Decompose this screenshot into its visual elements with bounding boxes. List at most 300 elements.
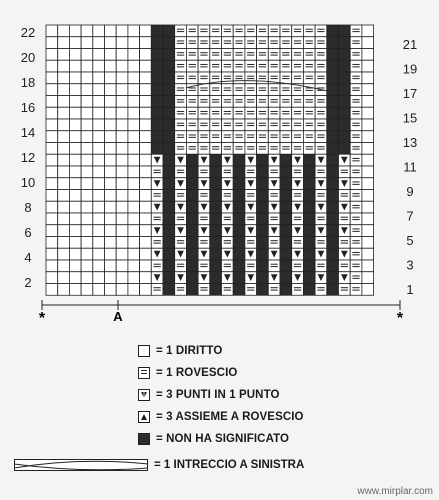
chart-cell-dec	[315, 272, 327, 284]
chart-cell-dec	[339, 248, 351, 260]
chart-cell-knit	[140, 213, 152, 225]
chart-cell-dark	[163, 37, 175, 49]
chart-cell-dark	[163, 72, 175, 84]
legend-cable	[14, 459, 304, 471]
chart-cell-knit	[93, 37, 105, 49]
chart-cell-knit	[93, 96, 105, 108]
chart-cell-dark	[257, 248, 269, 260]
chart-cell-knit	[105, 166, 117, 178]
chart-cell-dark	[303, 248, 315, 260]
row-number-left: 10	[20, 175, 36, 190]
chart-cell-purl	[210, 84, 222, 96]
chart-cell-knit	[81, 260, 93, 272]
chart-cell-knit	[69, 213, 81, 225]
chart-cell-purl	[292, 25, 304, 37]
chart-cell-purl	[186, 131, 198, 143]
chart-cell-knit	[58, 225, 70, 237]
chart-cell-knit	[140, 225, 152, 237]
chart-cell-dec	[292, 154, 304, 166]
chart-cell-knit	[93, 248, 105, 260]
chart-cell-dark	[233, 154, 245, 166]
chart-cell-knit	[128, 37, 140, 49]
no-stitch-symbol-icon	[138, 433, 150, 445]
chart-cell-knit	[128, 190, 140, 202]
chart-cell-knit	[46, 225, 58, 237]
chart-cell-knit	[140, 119, 152, 131]
chart-cell-knit	[116, 284, 128, 296]
chart-cell-knit	[128, 213, 140, 225]
chart-cell-purl	[350, 107, 362, 119]
row-number-left: 2	[24, 275, 32, 290]
chart-cell-dark	[233, 201, 245, 213]
chart-cell-dark	[186, 178, 198, 190]
chart-cell-knit	[69, 119, 81, 131]
chart-cell-knit	[81, 49, 93, 61]
chart-cell-knit	[81, 213, 93, 225]
chart-cell-knit	[46, 178, 58, 190]
chart-cell-dec	[339, 225, 351, 237]
chart-cell-knit	[93, 84, 105, 96]
chart-cell-purl	[350, 166, 362, 178]
chart-cell-purl	[245, 119, 257, 131]
chart-cell-dark	[163, 84, 175, 96]
chart-cell-knit	[58, 37, 70, 49]
chart-cell-purl	[233, 119, 245, 131]
chart-cell-dark	[257, 213, 269, 225]
chart-cell-knit	[105, 225, 117, 237]
chart-cell-purl	[315, 72, 327, 84]
chart-cell-knit	[46, 60, 58, 72]
chart-cell-purl	[280, 119, 292, 131]
chart-cell-purl	[292, 260, 304, 272]
chart-cell-knit	[128, 237, 140, 249]
chart-cell-dec	[315, 154, 327, 166]
chart-cell-dark	[151, 131, 163, 143]
chart-cell-dark	[327, 72, 339, 84]
chart-cell-dark	[327, 237, 339, 249]
chart-cell-purl	[315, 49, 327, 61]
chart-cell-knit	[362, 60, 374, 72]
chart-cell-knit	[81, 143, 93, 155]
chart-cell-purl	[198, 143, 210, 155]
chart-cell-knit	[46, 190, 58, 202]
chart-cell-purl	[268, 131, 280, 143]
chart-cell-purl	[151, 213, 163, 225]
chart-cell-knit	[93, 119, 105, 131]
chart-cell-purl	[245, 190, 257, 202]
chart-cell-knit	[93, 225, 105, 237]
chart-cell-knit	[69, 248, 81, 260]
chart-cell-knit	[140, 25, 152, 37]
chart-cell-purl	[198, 213, 210, 225]
chart-cell-purl	[245, 49, 257, 61]
chart-cell-purl	[233, 72, 245, 84]
chart-cell-purl	[245, 37, 257, 49]
chart-cell-knit	[140, 60, 152, 72]
chart-cell-purl	[350, 248, 362, 260]
chart-cell-knit	[93, 154, 105, 166]
legend	[138, 344, 304, 446]
chart-cell-dark	[280, 284, 292, 296]
chart-cell-dark	[210, 178, 222, 190]
chart-cell-purl	[186, 119, 198, 131]
start-marker: *	[38, 310, 46, 327]
chart-cell-purl	[198, 25, 210, 37]
chart-cell-purl	[245, 213, 257, 225]
chart-cell-purl	[339, 213, 351, 225]
chart-cell-purl	[292, 143, 304, 155]
chart-cell-dec	[151, 272, 163, 284]
chart-cell-purl	[186, 107, 198, 119]
chart-cell-dark	[163, 143, 175, 155]
chart-cell-knit	[105, 72, 117, 84]
chart-cell-dark	[186, 190, 198, 202]
knit-symbol-icon	[138, 345, 150, 357]
chart-cell-knit	[46, 25, 58, 37]
chart-cell-knit	[140, 260, 152, 272]
legend-dec	[138, 388, 304, 402]
row-number-right: 17	[402, 86, 418, 101]
chart-cell-purl	[210, 25, 222, 37]
chart-cell-purl	[245, 260, 257, 272]
chart-cell-knit	[128, 25, 140, 37]
chart-cell-knit	[362, 190, 374, 202]
chart-cell-dec	[292, 201, 304, 213]
chart-cell-knit	[128, 178, 140, 190]
chart-cell-purl	[268, 166, 280, 178]
chart-cell-knit	[362, 154, 374, 166]
chart-cell-knit	[93, 60, 105, 72]
chart-cell-knit	[58, 201, 70, 213]
chart-cell-purl	[292, 190, 304, 202]
chart-cell-purl	[222, 166, 234, 178]
chart-cell-purl	[315, 131, 327, 143]
chart-cell-knit	[128, 107, 140, 119]
chart-cell-purl	[151, 166, 163, 178]
chart-cell-knit	[128, 284, 140, 296]
chart-cell-knit	[105, 190, 117, 202]
chart-cell-dec	[292, 178, 304, 190]
chart-cell-dark	[327, 119, 339, 131]
chart-cell-dec	[292, 272, 304, 284]
chart-cell-dark	[339, 131, 351, 143]
chart-cell-dark	[327, 178, 339, 190]
chart-cell-knit	[69, 284, 81, 296]
chart-cell-knit	[116, 143, 128, 155]
chart-cell-dec	[245, 201, 257, 213]
chart-cell-purl	[292, 284, 304, 296]
legend-no-stitch-label: = NON HA SIGNIFICATO	[156, 433, 290, 445]
legend-no-stitch	[138, 432, 304, 446]
chart-cell-knit	[116, 84, 128, 96]
chart-cell-knit	[58, 248, 70, 260]
chart-cell-purl	[257, 119, 269, 131]
chart-cell-dark	[151, 37, 163, 49]
chart-cell-purl	[245, 60, 257, 72]
chart-cell-knit	[69, 49, 81, 61]
chart-cell-knit	[105, 84, 117, 96]
chart-cell-knit	[105, 37, 117, 49]
chart-cell-purl	[292, 72, 304, 84]
chart-cell-purl	[268, 190, 280, 202]
chart-cell-dark	[303, 225, 315, 237]
chart-cell-purl	[245, 166, 257, 178]
chart-cell-dark	[210, 201, 222, 213]
chart-cell-dark	[186, 213, 198, 225]
chart-cell-dark	[186, 201, 198, 213]
chart-cell-dark	[233, 237, 245, 249]
chart-cell-knit	[362, 272, 374, 284]
row-number-right: 3	[406, 257, 414, 273]
chart-cell-purl	[350, 154, 362, 166]
chart-cell-dark	[233, 190, 245, 202]
chart-cell-purl	[292, 213, 304, 225]
chart-cell-purl	[245, 84, 257, 96]
chart-cell-dark	[257, 272, 269, 284]
chart-cell-dark	[280, 201, 292, 213]
chart-cell-dark	[163, 131, 175, 143]
chart-cell-knit	[116, 178, 128, 190]
chart-cell-knit	[140, 131, 152, 143]
chart-cell-dark	[163, 225, 175, 237]
chart-cell-knit	[140, 96, 152, 108]
chart-cell-dark	[151, 96, 163, 108]
chart-cell-dark	[233, 178, 245, 190]
chart-cell-dark	[163, 178, 175, 190]
chart-cell-dec	[268, 178, 280, 190]
chart-cell-knit	[58, 284, 70, 296]
chart-cell-knit	[81, 178, 93, 190]
chart-cell-dark	[327, 213, 339, 225]
chart-cell-dec	[339, 272, 351, 284]
chart-cell-dark	[303, 237, 315, 249]
chart-cell-knit	[81, 37, 93, 49]
chart-cell-knit	[362, 49, 374, 61]
chart-cell-knit	[128, 166, 140, 178]
chart-cell-purl	[339, 166, 351, 178]
decrease-symbol-icon	[138, 389, 150, 401]
chart-cell-knit	[105, 96, 117, 108]
chart-cell-purl	[222, 25, 234, 37]
chart-cell-purl	[350, 201, 362, 213]
chart-cell-knit	[46, 96, 58, 108]
chart-cell-purl	[303, 131, 315, 143]
chart-cell-dark	[280, 154, 292, 166]
chart-cell-purl	[222, 213, 234, 225]
chart-cell-purl	[257, 107, 269, 119]
chart-cell-knit	[69, 60, 81, 72]
chart-cell-knit	[116, 260, 128, 272]
chart-cell-dark	[327, 49, 339, 61]
chart-cell-purl	[175, 60, 187, 72]
chart-cell-knit	[58, 143, 70, 155]
chart-cell-knit	[58, 178, 70, 190]
chart-cell-purl	[350, 96, 362, 108]
chart-cell-dark	[233, 284, 245, 296]
cable-symbol-icon	[14, 459, 148, 471]
chart-cell-knit	[58, 25, 70, 37]
chart-cell-knit	[58, 72, 70, 84]
chart-cell-dark	[339, 49, 351, 61]
row-number-right: 1	[406, 282, 414, 297]
chart-cell-knit	[128, 225, 140, 237]
chart-cell-knit	[116, 119, 128, 131]
chart-cell-purl	[280, 84, 292, 96]
chart-cell-knit	[69, 237, 81, 249]
chart-cell-knit	[116, 37, 128, 49]
chart-cell-dark	[163, 166, 175, 178]
chart-cell-dark	[186, 260, 198, 272]
chart-cell-dark	[151, 60, 163, 72]
chart-cell-knit	[58, 237, 70, 249]
chart-cell-dark	[303, 166, 315, 178]
chart-cell-purl	[339, 237, 351, 249]
chart-cell-knit	[362, 119, 374, 131]
chart-cell-purl	[245, 131, 257, 143]
chart-cell-knit	[93, 201, 105, 213]
chart-cell-dark	[327, 154, 339, 166]
chart-cell-purl	[245, 25, 257, 37]
chart-cell-purl	[268, 237, 280, 249]
chart-cell-knit	[116, 201, 128, 213]
chart-cell-knit	[93, 25, 105, 37]
chart-cell-purl	[222, 107, 234, 119]
chart-cell-dark	[210, 166, 222, 178]
chart-cell-purl	[198, 119, 210, 131]
chart-cell-purl	[257, 37, 269, 49]
chart-cell-knit	[93, 131, 105, 143]
chart-cell-dec	[268, 225, 280, 237]
chart-cell-knit	[105, 201, 117, 213]
chart-cell-purl	[233, 96, 245, 108]
chart-cell-purl	[186, 49, 198, 61]
chart-cell-purl	[245, 107, 257, 119]
chart-cell-purl	[315, 25, 327, 37]
chart-cell-dark	[280, 178, 292, 190]
legend-purl-label: = 1 ROVESCIO	[156, 367, 238, 379]
repeat-marker: A	[113, 309, 123, 324]
chart-cell-purl	[175, 37, 187, 49]
chart-cell-dark	[257, 190, 269, 202]
chart-cell-knit	[69, 178, 81, 190]
chart-cell-purl	[315, 143, 327, 155]
chart-cell-knit	[362, 84, 374, 96]
chart-cell-knit	[93, 143, 105, 155]
chart-cell-knit	[81, 131, 93, 143]
chart-cell-purl	[175, 72, 187, 84]
chart-cell-purl	[280, 60, 292, 72]
chart-cell-dark	[257, 166, 269, 178]
chart-cell-purl	[175, 260, 187, 272]
chart-cell-purl	[315, 237, 327, 249]
chart-cell-dec	[268, 272, 280, 284]
chart-cell-dark	[163, 201, 175, 213]
chart-cell-dark	[303, 213, 315, 225]
chart-cell-purl	[257, 131, 269, 143]
chart-cell-purl	[268, 284, 280, 296]
legend-knit	[138, 344, 304, 358]
row-number-left: 4	[24, 250, 32, 265]
end-marker: *	[396, 310, 404, 327]
chart-cell-dec	[198, 178, 210, 190]
chart-cell-purl	[350, 25, 362, 37]
chart-cell-knit	[362, 225, 374, 237]
chart-cell-knit	[105, 119, 117, 131]
chart-cell-knit	[46, 213, 58, 225]
chart-cell-knit	[69, 84, 81, 96]
chart-cell-knit	[116, 225, 128, 237]
chart-cell-knit	[69, 25, 81, 37]
chart-cell-dark	[163, 272, 175, 284]
chart-cell-dark	[233, 225, 245, 237]
chart-cell-knit	[362, 248, 374, 260]
chart-cell-knit	[362, 201, 374, 213]
chart-cell-knit	[81, 107, 93, 119]
chart-cell-purl	[222, 190, 234, 202]
chart-cell-dark	[303, 272, 315, 284]
chart-cell-knit	[116, 49, 128, 61]
chart-cell-dark	[339, 37, 351, 49]
chart-cell-knit	[362, 213, 374, 225]
chart-cell-knit	[140, 190, 152, 202]
chart-cell-purl	[315, 119, 327, 131]
chart-cell-purl	[350, 49, 362, 61]
chart-cell-purl	[245, 96, 257, 108]
chart-cell-knit	[105, 143, 117, 155]
chart-cell-knit	[81, 225, 93, 237]
chart-cell-dec	[175, 178, 187, 190]
chart-cell-dark	[257, 284, 269, 296]
chart-cell-knit	[116, 154, 128, 166]
chart-cell-purl	[280, 143, 292, 155]
chart-cell-purl	[222, 49, 234, 61]
chart-cell-knit	[362, 178, 374, 190]
chart-cell-purl	[233, 60, 245, 72]
chart-cell-purl	[175, 131, 187, 143]
chart-cell-dec	[151, 178, 163, 190]
chart-cell-dark	[233, 213, 245, 225]
chart-cell-dec	[222, 178, 234, 190]
chart-cell-dark	[257, 225, 269, 237]
chart-cell-knit	[93, 190, 105, 202]
chart-cell-purl	[257, 49, 269, 61]
chart-cell-knit	[362, 37, 374, 49]
chart-cell-dark	[327, 248, 339, 260]
chart-cell-purl	[280, 96, 292, 108]
chart-cell-purl	[257, 96, 269, 108]
chart-cell-dark	[327, 25, 339, 37]
chart-cell-dark	[339, 143, 351, 155]
chart-cell-dark	[303, 260, 315, 272]
chart-cell-dec	[245, 225, 257, 237]
chart-cell-purl	[303, 96, 315, 108]
chart-cell-purl	[175, 143, 187, 155]
chart-cell-purl	[233, 37, 245, 49]
watermark: www.mirplar.com	[357, 486, 433, 497]
chart-cell-purl	[198, 107, 210, 119]
chart-cell-purl	[280, 25, 292, 37]
chart-cell-knit	[69, 201, 81, 213]
p3tog-symbol-icon	[138, 411, 150, 423]
chart-cell-dark	[210, 248, 222, 260]
chart-cell-knit	[69, 72, 81, 84]
chart-cell-dec	[315, 225, 327, 237]
chart-cell-knit	[58, 272, 70, 284]
chart-cell-knit	[58, 49, 70, 61]
chart-cell-knit	[58, 190, 70, 202]
chart-cell-knit	[362, 166, 374, 178]
chart-cell-dec	[315, 201, 327, 213]
